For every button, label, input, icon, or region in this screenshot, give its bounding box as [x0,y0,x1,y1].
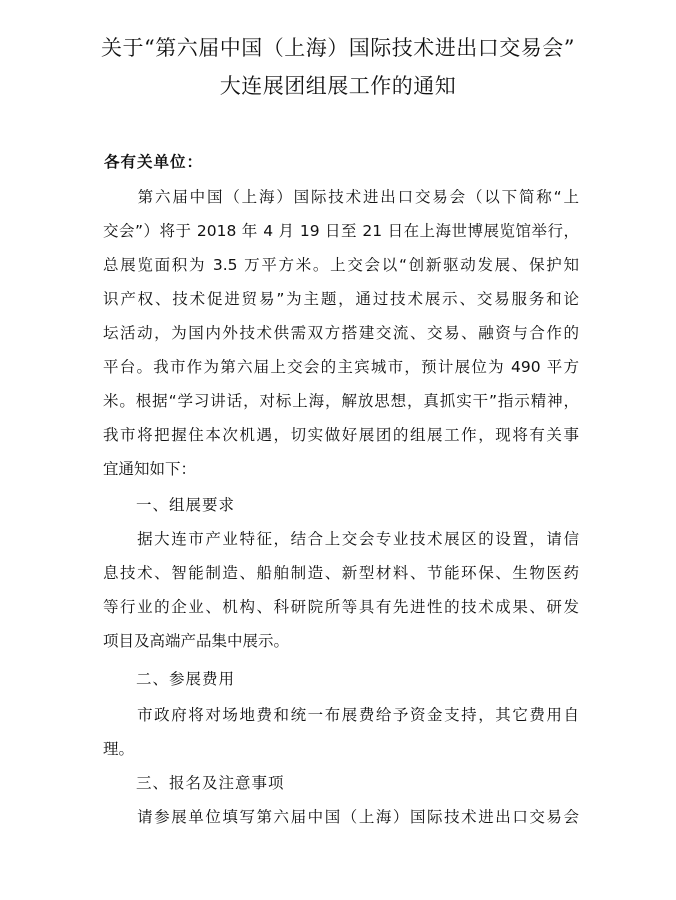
section3-line: 请参展单位填写第六届中国（上海）国际技术进出口交易会 [103,808,579,826]
salutation: 各有关单位： [104,153,204,171]
section2-line: 市政府将对场地费和统一布展费给予资金支持，其它费用自 [103,706,579,724]
intro-line: 识产权、技术促进贸易”为主题，通过技术展示、交易服务和论 [103,290,579,308]
section-heading-2: 二、参展费用 [136,670,236,688]
section1-line: 项目及高端产品集中展示。 [103,632,290,650]
intro-line: 坛活动，为国内外技术供需双方搭建交流、交易、融资与合作的 [103,324,579,342]
section1-line: 息技术、智能制造、船舶制造、新型材料、节能环保、生物医药 [103,564,579,582]
intro-line: 米。根据“学习讲话，对标上海，解放思想，真抓实干”指示精神， [103,392,579,410]
section1-line: 等行业的企业、机构、科研院所等具有先进性的技术成果、研发 [103,598,579,616]
intro-line: 第六届中国（上海）国际技术进出口交易会（以下简称“上 [103,188,579,206]
intro-line: 总展览面积为 3.5 万平方米。上交会以“创新驱动发展、保护知 [103,256,579,274]
section1-line: 据大连市产业特征，结合上交会专业技术展区的设置，请信 [103,530,579,548]
section2-line: 理。 [103,740,135,758]
intro-line: 我市将把握住本次机遇，切实做好展团的组展工作，现将有关事 [103,426,579,444]
intro-line: 宜通知如下： [103,460,197,478]
section-heading-1: 一、组展要求 [136,496,236,514]
intro-line: 交会”）将于 2018 年 4 月 19 日至 21 日在上海世博展览馆举行， [103,222,579,240]
document-title-line-2: 大连展团组展工作的通知 [219,74,457,98]
intro-line: 平台。我市作为第六届上交会的主宾城市，预计展位为 490 平方 [103,358,579,376]
section-heading-3: 三、报名及注意事项 [136,774,285,792]
document-title-line-1: 关于“第六届中国（上海）国际技术进出口交易会” [101,36,575,60]
